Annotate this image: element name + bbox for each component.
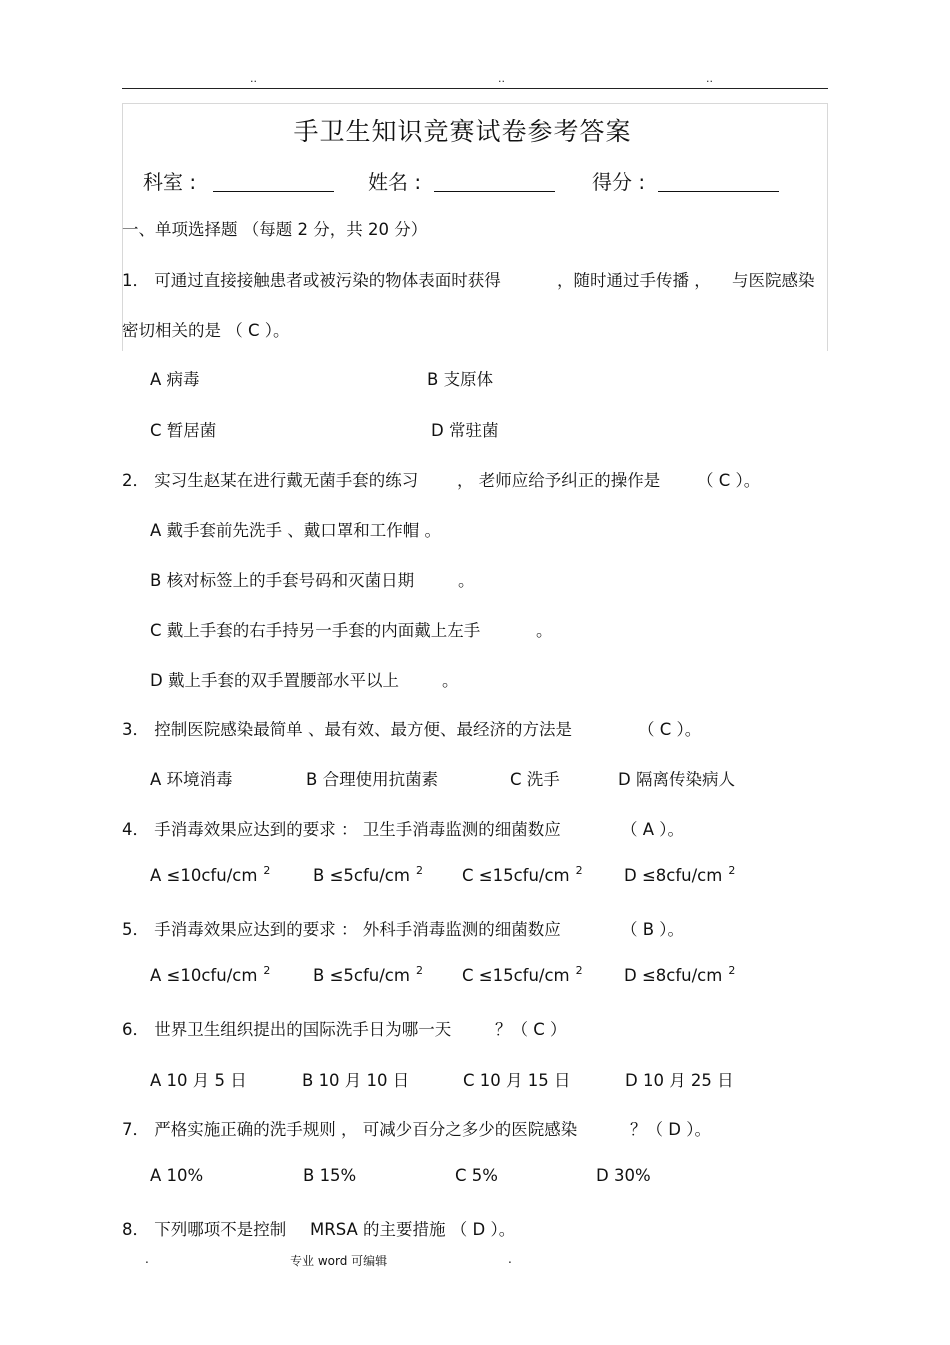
q5-stem-a: 5． 手消毒效果应达到的要求 ： 外科手消毒监测的细菌数应 (122, 920, 561, 939)
q4-option-c: C ≤15cfu/cm $^2$ (462, 864, 583, 885)
q2-stem-c: （ C ）。 (697, 471, 761, 490)
field-line-department[interactable] (213, 191, 334, 192)
q7-option-a: A 10% (150, 1166, 204, 1185)
field-line-score[interactable] (658, 191, 779, 192)
q6-option-b: B 10 月 10 日 (302, 1071, 410, 1090)
q6-option-c: C 10 月 15 日 (463, 1071, 571, 1090)
q7-option-b: B 15% (303, 1166, 357, 1185)
q3-stem-a: 3． 控制医院感染最简单 、最有效、最方便、最经济的方法是 (122, 720, 572, 739)
header-dots-3: .. (706, 72, 713, 85)
q2-option-d-tail: 。 (442, 671, 459, 690)
q1-stem-d: 密切相关的是 （ C ）。 (122, 321, 290, 340)
q7-option-c: C 5% (455, 1166, 498, 1185)
q6-stem-b: ？（ C ） (495, 1020, 567, 1039)
q2-option-a: A 戴手套前先洗手 、戴口罩和工作帽 。 (150, 521, 442, 540)
q4-stem-a: 4． 手消毒效果应达到的要求 ： 卫生手消毒监测的细菌数应 (122, 820, 561, 839)
q6-option-d: D 10 月 25 日 (625, 1071, 734, 1090)
field-label-name: 姓名 : (368, 170, 422, 194)
q3-option-c: C 洗手 (510, 770, 560, 789)
q2-option-b: B 核对标签上的手套号码和灭菌日期 (150, 571, 415, 590)
q4-option-a: A ≤10cfu/cm $^2$ (150, 864, 271, 885)
footer-dot-right: . (508, 1252, 512, 1266)
q2-option-b-tail: 。 (458, 571, 475, 590)
q8-stem-b: MRSA 的主要措施 （ D ）。 (310, 1220, 516, 1239)
q4-option-b: B ≤5cfu/cm $^2$ (313, 864, 423, 885)
q1-option-d: D 常驻菌 (431, 421, 499, 440)
q7-option-d: D 30% (596, 1166, 651, 1185)
q2-option-c: C 戴上手套的右手持另一手套的内面戴上左手 (150, 621, 481, 640)
field-label-department: 科室 : (143, 170, 197, 194)
q1-stem-c: 与医院感染 (732, 271, 815, 290)
q4-stem-b: （ A ）。 (621, 820, 685, 839)
q1-option-a: A 病毒 (150, 370, 200, 389)
q3-option-b: B 合理使用抗菌素 (306, 770, 439, 789)
page-title: 手卫生知识竞赛试卷参考答案 (293, 117, 632, 146)
q2-option-d: D 戴上手套的双手置腰部水平以上 (150, 671, 399, 690)
q6-option-a: A 10 月 5 日 (150, 1071, 247, 1090)
q2-option-c-tail: 。 (536, 621, 553, 640)
q1-option-b: B 支原体 (427, 370, 494, 389)
frame-top (122, 103, 828, 104)
q7-stem-a: 7． 严格实施正确的洗手规则 ， 可减少百分之多少的医院感染 (122, 1120, 578, 1139)
section-heading: 一、单项选择题 （每题 2 分，共 20 分） (122, 220, 428, 239)
q1-stem-b: ，随时通过手传播 ， (557, 271, 711, 290)
q1-stem-a: 1． 可通过直接接触患者或被污染的物体表面时获得 (122, 271, 501, 290)
q4-option-d: D ≤8cfu/cm $^2$ (624, 864, 736, 885)
q8-stem-a: 8． 下列哪项不是控制 (122, 1220, 287, 1239)
header-rule (122, 88, 828, 89)
q3-option-a: A 环境消毒 (150, 770, 233, 789)
q3-stem-b: （ C ）。 (638, 720, 702, 739)
q5-option-a: A ≤10cfu/cm $^2$ (150, 964, 271, 985)
header-dots-1: .. (250, 72, 257, 85)
footer-label: 专业 word 可编辑 (290, 1254, 388, 1268)
q5-option-b: B ≤5cfu/cm $^2$ (313, 964, 423, 985)
header-dots-2: .. (498, 72, 505, 85)
q6-stem-a: 6． 世界卫生组织提出的国际洗手日为哪一天 (122, 1020, 452, 1039)
footer-dot-left: . (145, 1252, 149, 1266)
q2-stem-a: 2． 实习生赵某在进行戴无菌手套的练习 (122, 471, 419, 490)
q5-option-c: C ≤15cfu/cm $^2$ (462, 964, 583, 985)
q7-stem-b: ？（ D ）。 (630, 1120, 711, 1139)
q5-stem-b: （ B ）。 (621, 920, 685, 939)
q3-option-d: D 隔离传染病人 (618, 770, 735, 789)
q1-option-c: C 暂居菌 (150, 421, 217, 440)
q5-option-d: D ≤8cfu/cm $^2$ (624, 964, 736, 985)
field-line-name[interactable] (434, 191, 555, 192)
q2-stem-b: ， 老师应给予纠正的操作是 (457, 471, 661, 490)
field-label-score: 得分 : (592, 170, 646, 194)
